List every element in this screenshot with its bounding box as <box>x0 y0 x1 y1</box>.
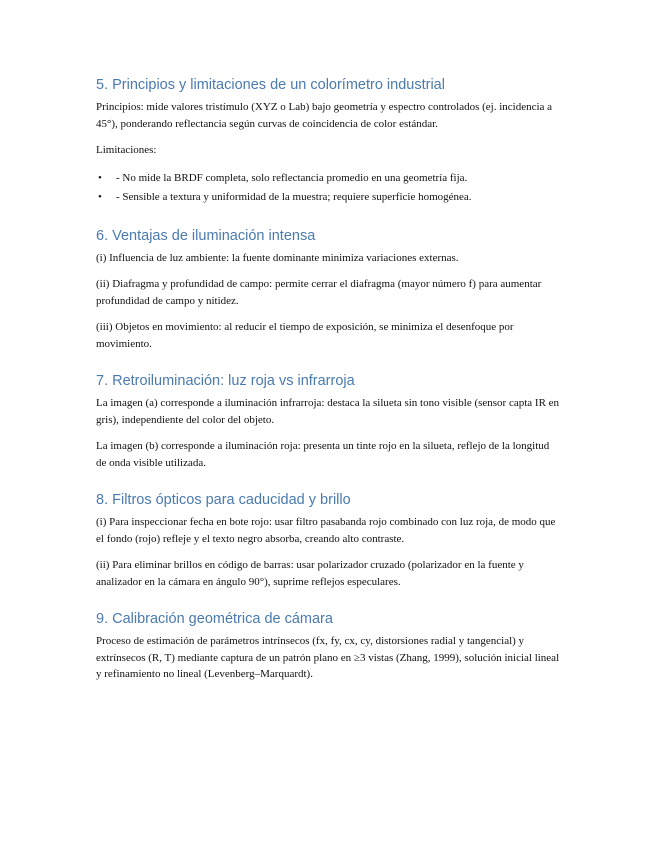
section-8-heading: 8. Filtros ópticos para caducidad y brillo <box>96 492 351 508</box>
section-8-item-i: (i) Para inspeccionar fecha en bote rojo: usar filtro pasabanda rojo combinado con luz roja, de modo que el fondo (rojo) refleje y el texto negro absorba, creando alto contraste. <box>96 516 556 545</box>
section-5-limitations-label: Limitaciones: <box>96 144 157 156</box>
section-9-heading: 9. Calibración geométrica de cámara <box>96 611 333 627</box>
section-6-item-i: (i) Influencia de luz ambiente: la fuente dominante minimiza variaciones externas. <box>96 251 459 264</box>
section-7-heading: 7. Retroiluminación: luz roja vs infrarroja <box>96 373 355 389</box>
list-item-text: - Sensible a textura y uniformidad de la muestra; requiere superficie homogénea. <box>116 190 472 203</box>
section-6-item-ii: (ii) Diafragma y profundidad de campo: permite cerrar el diafragma (mayor número f) para aumentar profundidad de campo y nitidez. <box>96 278 542 307</box>
bullet-icon: • <box>98 190 102 203</box>
section-7-image-b: La imagen (b) corresponde a iluminación roja: presenta un tinte rojo en la silueta, reflejo de la longitud de onda visible utilizada. <box>96 440 550 469</box>
section-8 <box>96 491 562 590</box>
section-9 <box>96 610 562 683</box>
document-page <box>96 76 562 703</box>
section-7-image-a: La imagen (a) corresponde a iluminación infrarroja: destaca la silueta sin tono visible (sensor capta IR en gris), independiente del color del objeto. <box>96 397 560 426</box>
section-6-heading: 6. Ventajas de iluminación intensa <box>96 227 316 244</box>
section-5-heading: 5. Principios y limitaciones de un colorímetro industrial <box>96 77 445 93</box>
bullet-icon: • <box>98 171 102 184</box>
list-item <box>96 188 562 207</box>
list-item-text: - No mide la BRDF completa, solo reflectancia promedio en una geometría fija. <box>116 171 468 184</box>
section-6 <box>96 227 562 353</box>
section-7 <box>96 372 562 471</box>
section-5-principles: Principios: mide valores tristímulo (XYZ o Lab) bajo geometría y espectro controlados (ej. incidencia a 45°), ponderando reflectancia según curvas de coincidencia de color estándar. <box>96 101 553 130</box>
section-5-limitations-list <box>96 169 562 207</box>
section-8-item-ii: (ii) Para eliminar brillos en código de barras: usar polarizador cruzado (polarizador en la fuente y analizador en la cámara en ángulo 90°), suprime reflejos especulares. <box>96 559 524 588</box>
list-item <box>96 169 562 188</box>
section-5 <box>96 76 562 207</box>
section-9-body: Proceso de estimación de parámetros intrínsecos (fx, fy, cx, cy, distorsiones radial y tangencial) y extrínsecos (R, T) mediante captura de un patrón plano en ≥3 vistas (Zhang, 1999), solución inicial lineal y refinamiento no lineal (Levenberg–Marquardt). <box>96 635 560 680</box>
section-6-item-iii: (iii) Objetos en movimiento: al reducir el tiempo de exposición, se minimiza el desenfoque por movimiento. <box>96 321 514 350</box>
